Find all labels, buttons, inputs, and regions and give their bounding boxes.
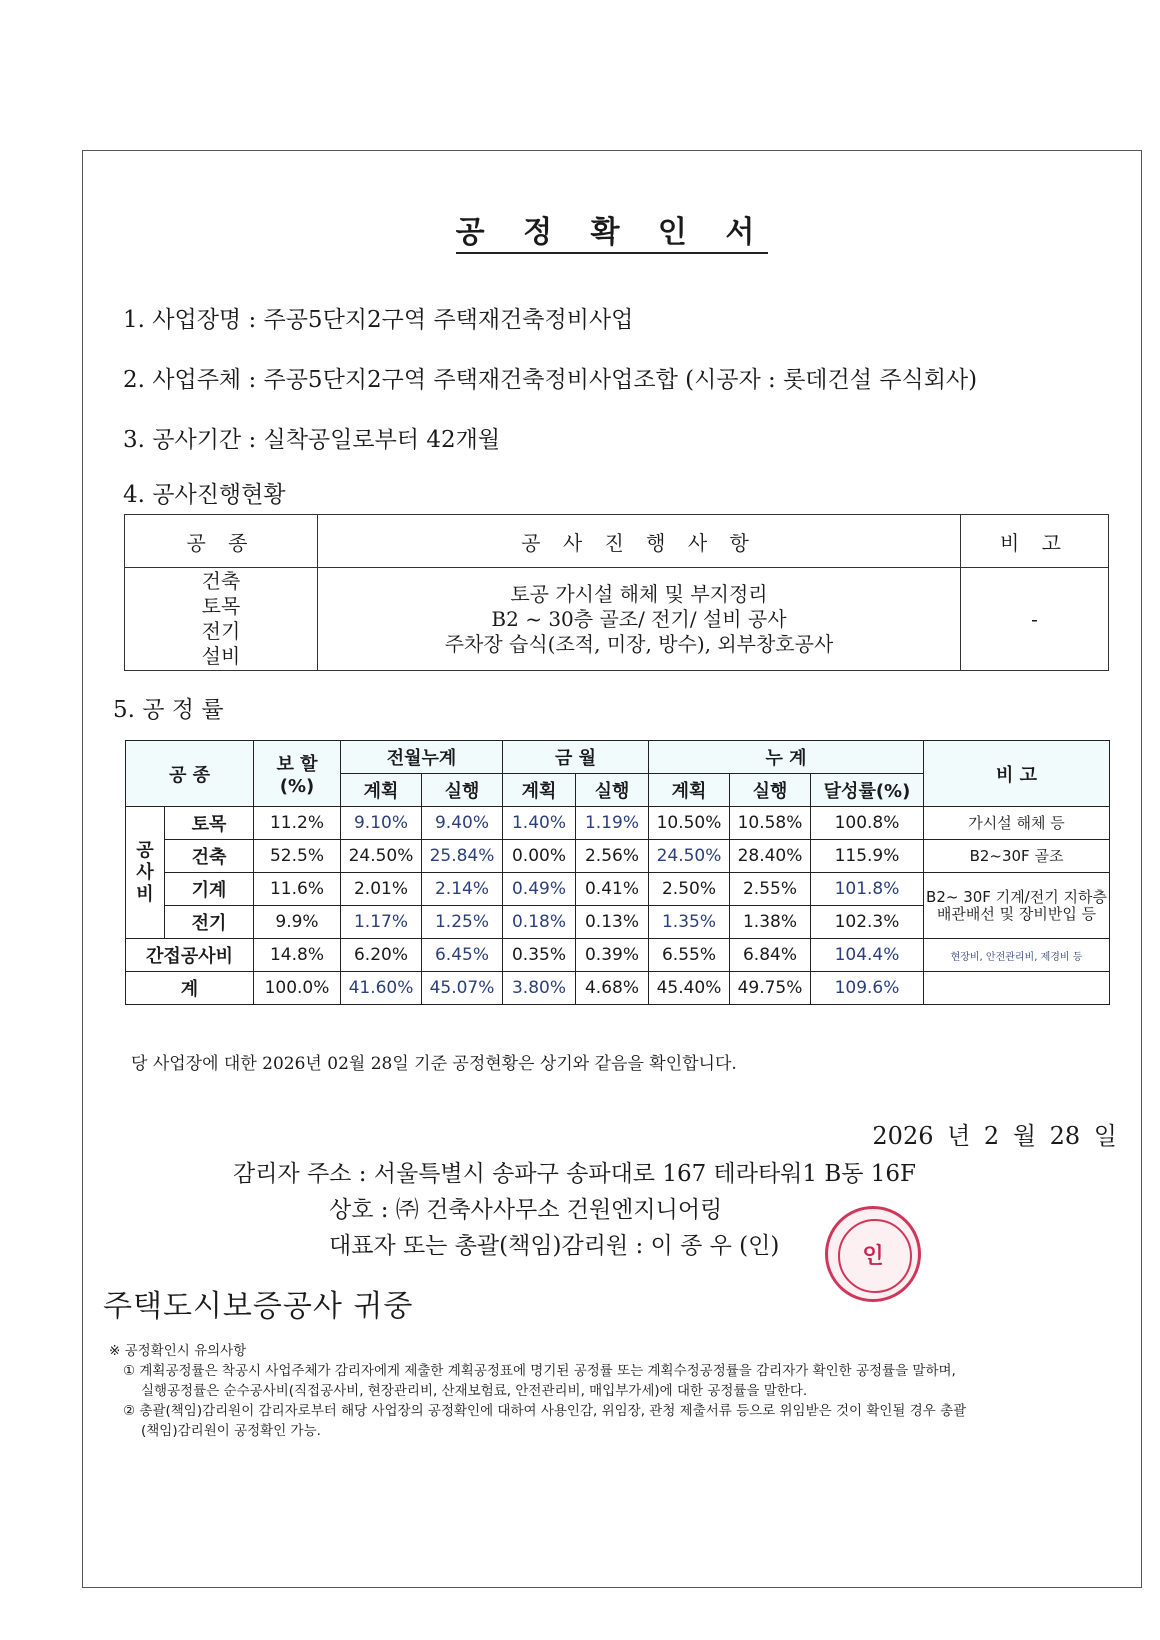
header-remark: 비 고: [961, 515, 1109, 568]
month-plan-cell: 0.35%: [503, 939, 576, 972]
cum-actual-cell: 1.38%: [730, 906, 811, 939]
table-row: [126, 840, 1110, 873]
progress-cell: [318, 568, 961, 671]
header-month-actual: 실행: [576, 774, 649, 807]
work-type: 건축: [201, 569, 241, 593]
header-remark: 비 고: [924, 741, 1110, 807]
work-type: 설비: [201, 644, 241, 668]
supervisor-address: 감리자 주소 : 서울특별시 송파구 송파대로 167 테라타워1 B동 16F: [233, 1161, 917, 1187]
weight-cell: 11.2%: [254, 807, 341, 840]
header-prev-actual: 실행: [422, 774, 503, 807]
month-actual-cell: 1.19%: [576, 807, 649, 840]
month-actual-cell: 0.13%: [576, 906, 649, 939]
remark-cell: 현장비, 안전관리비, 제경비 등: [924, 939, 1110, 972]
month-actual-cell: 4.68%: [576, 972, 649, 1005]
prev-plan-cell: 1.17%: [341, 906, 422, 939]
official-seal-stamp: 인: [825, 1206, 921, 1302]
header-cum-plan: 계획: [649, 774, 730, 807]
confirmation-statement: 당 사업장에 대한 2026년 02월 28일 기준 공정현황은 상기와 같음을 확인합니다.: [131, 1054, 737, 1074]
cum-actual-cell: 10.58%: [730, 807, 811, 840]
item-construction-period: 3. 공사기간 : 실착공일로부터 42개월: [123, 427, 501, 453]
weight-cell: 100.0%: [254, 972, 341, 1005]
prev-actual-cell: 2.14%: [422, 873, 503, 906]
item-project-owner: 2. 사업주체 : 주공5단지2구역 주택재건축정비사업조합 (시공자 : 롯데건설 주식회사): [123, 367, 978, 393]
work-type: 토목: [201, 594, 241, 618]
section5-title: 5. 공 정 률: [113, 697, 224, 723]
cum-plan-cell: 2.50%: [649, 873, 730, 906]
prev-plan-cell: 2.01%: [341, 873, 422, 906]
header-weight: 보 할 (%): [254, 741, 341, 807]
group-label-construction-cost: 공 사 비: [126, 807, 165, 939]
table-row-indirect: [126, 939, 1110, 972]
month-plan-cell: 0.00%: [503, 840, 576, 873]
weight-cell: 9.9%: [254, 906, 341, 939]
achievement-cell: 102.3%: [811, 906, 924, 939]
remark-cell: [924, 972, 1110, 1005]
header-month-plan: 계획: [503, 774, 576, 807]
prev-plan-cell: 24.50%: [341, 840, 422, 873]
prev-plan-cell: 6.20%: [341, 939, 422, 972]
rate-header-row-1: [126, 741, 1110, 774]
achievement-cell: 100.8%: [811, 807, 924, 840]
progress-status-header-row: [125, 515, 1109, 568]
cum-actual-cell: 6.84%: [730, 939, 811, 972]
row-name: 간접공사비: [126, 939, 254, 972]
month-plan-cell: 1.40%: [503, 807, 576, 840]
cum-plan-cell: 24.50%: [649, 840, 730, 873]
header-progress: 공 사 진 행 사 항: [318, 515, 961, 568]
progress-line: 토공 가시설 해체 및 부지정리: [510, 581, 768, 606]
note-2-line-1: ② 총괄(책임)감리원이 감리자로부터 해당 사업장의 공정확인에 대하여 사용인감, 위임장, 관청 제출서류 등으로 위임받은 것이 확인될 경우 총괄: [123, 1403, 967, 1419]
progress-line: B2 ~ 30층 골조/ 전기/ 설비 공사: [491, 606, 787, 631]
header-achievement: 달성률(%): [811, 774, 924, 807]
weight-cell: 11.6%: [254, 873, 341, 906]
header-cum-actual: 실행: [730, 774, 811, 807]
progress-status-table: [124, 514, 1109, 671]
table-row: [126, 873, 1110, 906]
row-name: 계: [126, 972, 254, 1005]
achievement-cell: 109.6%: [811, 972, 924, 1005]
note-1-line-1: ① 계획공정률은 착공시 사업주체가 감리자에게 제출한 계획공정표에 명기된 공정률 또는 계획수정공정률을 감리자가 확인한 공정률을 말하며,: [123, 1363, 956, 1379]
cum-actual-cell: 28.40%: [730, 840, 811, 873]
weight-cell: 14.8%: [254, 939, 341, 972]
prev-plan-cell: 41.60%: [341, 972, 422, 1005]
note-2-line-2: (책임)감리원이 공정확인 가능.: [141, 1423, 321, 1439]
prev-actual-cell: 25.84%: [422, 840, 503, 873]
remark-cell: -: [961, 568, 1109, 671]
table-row: [126, 807, 1110, 840]
progress-rate-table: [125, 740, 1110, 1005]
remark-cell: B2~ 30F 기계/전기 지하층 배관배선 및 장비반입 등: [924, 873, 1110, 939]
month-actual-cell: 2.56%: [576, 840, 649, 873]
row-name: 건축: [165, 840, 254, 873]
remark-cell: 가시설 해체 등: [924, 807, 1110, 840]
cum-plan-cell: 6.55%: [649, 939, 730, 972]
header-this-month: 금 월: [503, 741, 649, 774]
supervisor-representative: 대표자 또는 총괄(책임)감리원 : 이 종 우 (인): [329, 1233, 780, 1259]
row-name: 전기: [165, 906, 254, 939]
row-name: 기계: [165, 873, 254, 906]
row-name: 토목: [165, 807, 254, 840]
progress-line: 주차장 습식(조적, 미장, 방수), 외부창호공사: [444, 631, 834, 656]
work-type: 전기: [201, 619, 241, 643]
cum-plan-cell: 1.35%: [649, 906, 730, 939]
cum-plan-cell: 45.40%: [649, 972, 730, 1005]
month-plan-cell: 3.80%: [503, 972, 576, 1005]
document-frame: [82, 150, 1142, 1588]
prev-actual-cell: 45.07%: [422, 972, 503, 1005]
prev-actual-cell: 6.45%: [422, 939, 503, 972]
progress-status-row: [125, 568, 1109, 671]
prev-plan-cell: 9.10%: [341, 807, 422, 840]
weight-cell: 52.5%: [254, 840, 341, 873]
item-progress-status: 4. 공사진행현황: [123, 482, 286, 508]
month-actual-cell: 0.41%: [576, 873, 649, 906]
achievement-cell: 115.9%: [811, 840, 924, 873]
header-prev-plan: 계획: [341, 774, 422, 807]
remark-cell: B2~30F 골조: [924, 840, 1110, 873]
month-plan-cell: 0.18%: [503, 906, 576, 939]
notes-section: [109, 1341, 1119, 1441]
cum-actual-cell: 2.55%: [730, 873, 811, 906]
header-type: 공 종: [126, 741, 254, 807]
achievement-cell: 104.4%: [811, 939, 924, 972]
work-types-cell: [125, 568, 318, 671]
prev-actual-cell: 1.25%: [422, 906, 503, 939]
document-title: 공 정 확 인 서: [83, 207, 1141, 251]
document-date: 2026 년 2 월 28 일: [872, 1122, 1117, 1150]
header-prev-cumulative: 전월누계: [341, 741, 503, 774]
notes-heading: ※ 공정확인시 유의사항: [109, 1343, 247, 1359]
header-cumulative: 누 계: [649, 741, 924, 774]
month-plan-cell: 0.49%: [503, 873, 576, 906]
table-row-total: [126, 972, 1110, 1005]
month-actual-cell: 0.39%: [576, 939, 649, 972]
cum-plan-cell: 10.50%: [649, 807, 730, 840]
addressee: 주택도시보증공사 귀중: [103, 1289, 414, 1324]
supervisor-company: 상호 : ㈜ 건축사사무소 건원엔지니어링: [329, 1197, 723, 1223]
item-site-name: 1. 사업장명 : 주공5단지2구역 주택재건축정비사업: [123, 307, 634, 333]
achievement-cell: 101.8%: [811, 873, 924, 906]
header-work-type: 공 종: [125, 515, 318, 568]
prev-actual-cell: 9.40%: [422, 807, 503, 840]
note-1-line-2: 실행공정률은 순수공사비(직접공사비, 현장관리비, 산재보험료, 안전관리비, 매입부가세)에 대한 공정률을 말한다.: [141, 1383, 808, 1399]
cum-actual-cell: 49.75%: [730, 972, 811, 1005]
